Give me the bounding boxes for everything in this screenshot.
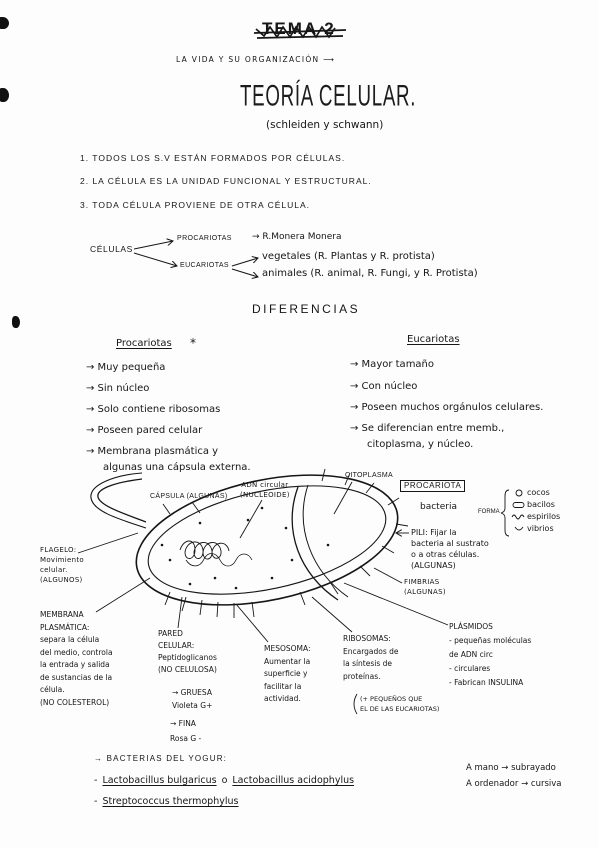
nucleoid (186, 553, 252, 566)
flagellum (98, 479, 146, 522)
classification-root: CÉLULAS (90, 244, 133, 254)
ribosome (271, 577, 274, 580)
pointer-line-membrane (96, 578, 150, 612)
ribosome (189, 583, 192, 586)
classification-eukaryotes: EUCARIOTAS (180, 262, 229, 269)
shape-spirillum: espirilos (527, 512, 561, 521)
page-title: TEORÍA CELULAR. (240, 77, 417, 113)
eukaryote-plants: vegetales (R. Plantas y R. protista) (262, 251, 435, 262)
shape-coccus: cocos (527, 488, 550, 497)
species-name: Streptococcus thermophylus (102, 796, 239, 807)
gram-positive-note: → GRUESA Violeta G+ (172, 688, 213, 710)
theory-point: 3. TODA CÉLULA PROVIENE DE OTRA CÉLULA. (80, 200, 311, 210)
ribosomes-note: (+ PEQUEÑOS QUE EL DE LAS EUCARIOTAS) (360, 695, 440, 713)
species-name: Lactobacillus acidophylus (232, 775, 355, 786)
shape-bacillus: bacilos (527, 500, 555, 509)
classification-prokaryotes: PROCARIOTAS (177, 235, 232, 242)
notation-key-handwritten: A mano → subrayado (466, 763, 556, 773)
eukaryote-trait: → Con núcleo (350, 381, 418, 392)
vibrio-icon (515, 527, 523, 530)
eukaryote-trait: → Poseen muchos orgánulos celulares. (350, 402, 544, 413)
plasmids-label: PLÁSMIDOS - pequeñas moléculas de ADN circ - circulares - Fabrican INSULINA (449, 622, 532, 687)
ribosome (261, 507, 264, 510)
eukaryotes-column-heading: Eucariotas (407, 334, 460, 345)
ribosome (247, 519, 250, 522)
prokaryote-trait: → Sin núcleo (86, 383, 150, 394)
nucleoid (180, 541, 229, 559)
theory-point: 2. LA CÉLULA ES LA UNIDAD FUNCIONAL Y ESTRUCTURAL. (80, 176, 372, 186)
yogurt-line (94, 776, 359, 786)
prokaryote-kingdom: → R.Monera Monera (252, 232, 342, 242)
title-authors: (schleiden y schwann) (266, 119, 384, 131)
crossed-out-heading: TEMA 2 (262, 19, 336, 38)
prokaryote-trait: → Solo contiene ribosomas (86, 404, 221, 415)
prokaryotes-column-heading: Procariotas (116, 338, 172, 349)
yogurt-bacteria-heading: → BACTERIAS DEL YOGUR: (94, 754, 228, 763)
flagellum-label: FLAGELO: Movimiento celular. (ALGUNOS) (40, 546, 84, 584)
eukaryote-trait: → Se diferencian entre memb., citoplasma, y núcleo. (350, 423, 505, 450)
gram-negative-note: → FINA Rosa G - (170, 719, 202, 743)
prokaryote-trait: → Membrana plasmática y algunas una cápsula externa. (86, 446, 251, 473)
cell-type-box: PROCARIOTA (400, 480, 465, 492)
ribosome (214, 577, 217, 580)
prokaryote-trait: → Poseen pared celular (86, 425, 203, 436)
coccus-icon (516, 490, 522, 496)
ribosomes-label: RIBOSOMAS: Encargados de la síntesis de proteínas. (343, 634, 399, 681)
ribosome (169, 559, 172, 562)
connector: o (221, 775, 228, 786)
shape-vibrio: vibrios (527, 524, 554, 533)
ribosome (291, 559, 294, 562)
unit-title: LA VIDA Y SU ORGANIZACIÓN ⟶ (176, 55, 336, 64)
eukaryote-trait: → Mayor tamaño (350, 359, 435, 370)
arrow-to-animals (232, 269, 258, 277)
mesosome-label: MESOSOMA: Aumentar la superficie y facilitar la actividad. (264, 644, 311, 703)
dna-label: ADN circular (NUCLEOIDE) (240, 481, 290, 499)
pointer-line-capsule (192, 502, 200, 513)
fimbriae-label: FIMBRIAS (ALGUNAS) (404, 578, 446, 596)
prokaryote-trait: → Muy pequeña (86, 362, 166, 373)
shape-brace (501, 490, 509, 536)
shape-label: FORMA (478, 509, 500, 515)
arrow-to-prokaryotes (134, 241, 173, 249)
pointer-line-flagellum (78, 533, 138, 553)
eukaryote-animals: animales (R. animal, R. Fungi, y R. Protista) (262, 268, 478, 279)
cytoplasm-label: CITOPLASMA (345, 472, 393, 479)
pili-label: PILI: Fijar la bacteria al sustrato o a otras células. (ALGUNAS) (411, 528, 489, 570)
ribosome (235, 587, 238, 590)
membrane-label: MEMBRANA PLASMÁTICA: separa la célula del medio, controla la entrada y salida de sustancias de la célula. (NO COLESTEROL) (40, 610, 113, 707)
arrow-to-eukaryotes (134, 253, 177, 266)
pointer-line-ribosomes (312, 597, 352, 632)
ribosome (161, 544, 164, 547)
ribosome-note-bracket (354, 694, 357, 714)
theory-point: 1. TODOS LOS S.V ESTÁN FORMADOS POR CÉLULAS. (80, 153, 346, 163)
cell-wall-label: PARED CELULAR: Peptidoglicanos (NO CELULOSA) (158, 629, 217, 674)
species-name: Lactobacillus bulgaricus (102, 775, 217, 786)
ribosome (327, 544, 330, 547)
ribosome (285, 527, 288, 530)
pointer-line-wall (178, 597, 182, 628)
differences-heading: DIFERENCIAS (252, 302, 361, 316)
arrow-to-plants (232, 258, 258, 266)
bacillus-icon (513, 503, 524, 508)
yogurt-line (94, 797, 243, 807)
ribosome (199, 522, 202, 525)
list-dash: - (94, 796, 98, 807)
asterisk-mark: * (190, 336, 196, 350)
notation-key-computer: A ordenador → cursiva (466, 779, 562, 789)
spirillum-icon (512, 515, 524, 519)
list-dash: - (94, 775, 98, 786)
pointer-line-fimbriae (374, 568, 402, 583)
organism-label: bacteria (420, 502, 457, 512)
capsule-label: CÁPSULA (ALGUNAS) (150, 493, 228, 500)
pointer-line-mesosome (236, 604, 268, 642)
pointer-line-dna (240, 500, 262, 538)
classification-arrows (134, 241, 258, 277)
